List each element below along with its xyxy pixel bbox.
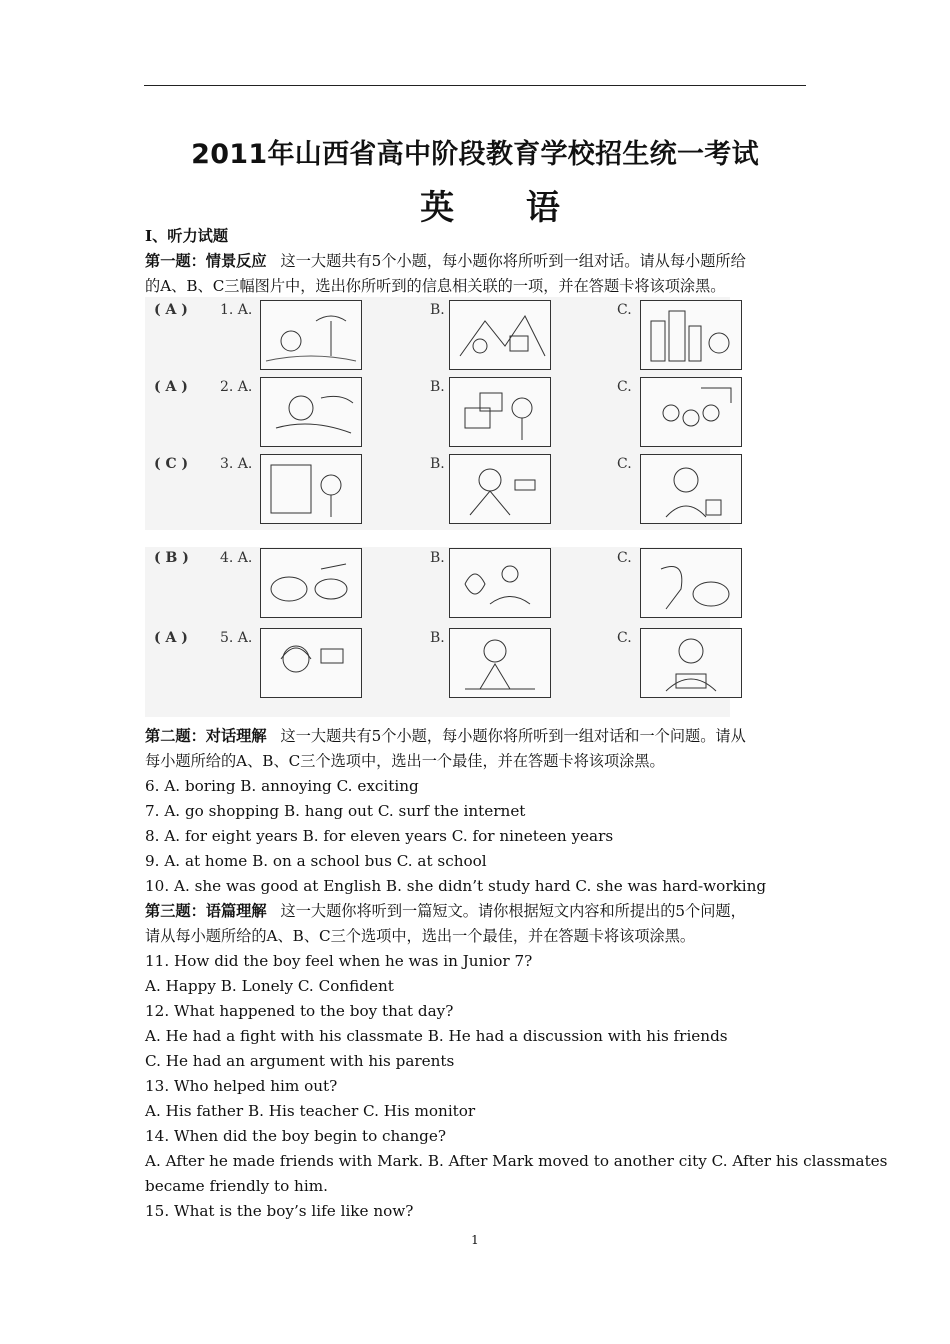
headphones-girl-icon[interactable] [260, 628, 362, 698]
picture-option-label: C. [617, 379, 632, 395]
question-14-options: A. After he made friends with Mark. B. After Mark moved to another city C. After his classmates [145, 1152, 888, 1170]
swimmer-icon[interactable] [260, 377, 362, 447]
part2-label: 第二题：对话理解 [145, 727, 267, 745]
question-13: 13. Who helped him out? [145, 1077, 338, 1095]
chicken-leg-icon[interactable] [640, 548, 742, 618]
city-buildings-icon[interactable] [640, 300, 742, 370]
question-12-options-ab: A. He had a fight with his classmate B. He had a discussion with his friends [145, 1027, 728, 1045]
boy-money-icon[interactable] [449, 454, 551, 524]
question-12-option-c: C. He had an argument with his parents [145, 1052, 455, 1070]
picture-option-label: B. [430, 630, 445, 646]
header-rule [144, 85, 806, 86]
exam-title: 2011年山西省高中阶段教育学校招生统一考试 [191, 139, 759, 170]
part1-label: 第一题：情景反应 [145, 252, 267, 270]
beach-umbrella-icon[interactable] [260, 300, 362, 370]
food-bowl-icon[interactable] [260, 548, 362, 618]
question-13-options: A. His father B. His teacher C. His monitor [145, 1102, 476, 1120]
page-number: 1 [471, 1233, 479, 1247]
hikers-icon[interactable] [640, 377, 742, 447]
subject-title: 英 语 [420, 188, 590, 228]
part3-instruction-1 [145, 899, 746, 924]
part1-instruction-1 [145, 249, 746, 274]
picture-answer-4: ( B ) [154, 550, 189, 566]
part3-instruction-text-1: 这一大题你将听到一篇短文。请你根据短文内容和所提出的5个问题， [280, 902, 746, 920]
question-15: 15. What is the boy’s life like now? [145, 1202, 414, 1220]
mountain-village-icon[interactable] [449, 300, 551, 370]
picture-option-label: 3. A. [220, 456, 253, 472]
picture-option-label: B. [430, 302, 445, 318]
part2-instruction-2: 每小题所给的A、B、C三个选项中，选出一个最佳，并在答题卡将该项涂黑。 [145, 752, 665, 770]
picture-option-label: B. [430, 379, 445, 395]
question-11: 11. How did the boy feel when he was in Junior 7? [145, 952, 533, 970]
phone-call-icon[interactable] [640, 454, 742, 524]
question-9: 9. A. at home B. on a school bus C. at school [145, 852, 487, 870]
picture-option-label: 5. A. [220, 630, 253, 646]
boxes-person-icon[interactable] [449, 377, 551, 447]
picture-option-label: 4. A. [220, 550, 253, 566]
question-7: 7. A. go shopping B. hang out C. surf the internet [145, 802, 526, 820]
picture-option-label: C. [617, 550, 632, 566]
man-reading-icon[interactable] [640, 628, 742, 698]
boy-studying-icon[interactable] [449, 628, 551, 698]
picture-option-label: C. [617, 302, 632, 318]
picture-answer-3: ( C ) [154, 456, 189, 472]
painting-girl-icon[interactable] [260, 454, 362, 524]
question-10: 10. A. she was good at English B. she didn’t study hard C. she was hard-working [145, 877, 767, 895]
part1-instruction-2: 的A、B、C三幅图片中，选出你所听到的信息相关联的一项，并在答题卡将该项涂黑。 [145, 277, 726, 295]
picture-option-label: B. [430, 550, 445, 566]
question-14: 14. When did the boy begin to change? [145, 1127, 447, 1145]
part1-instruction-text-1: 这一大题共有5个小题，每小题你将所听到一组对话。请从每小题所给 [280, 252, 746, 270]
picture-answer-2: ( A ) [154, 379, 188, 395]
part3-label: 第三题：语篇理解 [145, 902, 267, 920]
part3-instruction-2: 请从每小题所给的A、B、C三个选项中，选出一个最佳，并在答题卡将该项涂黑。 [145, 927, 696, 945]
vegetables-fruit-icon[interactable] [449, 548, 551, 618]
picture-option-label: C. [617, 456, 632, 472]
part2-instruction-text-1: 这一大题共有5个小题，每小题你将所听到一组对话和一个问题。请从 [280, 727, 746, 745]
question-12: 12. What happened to the boy that day? [145, 1002, 454, 1020]
section-heading: I、听力试题 [145, 227, 229, 245]
picture-option-label: 1. A. [220, 302, 253, 318]
picture-option-label: B. [430, 456, 445, 472]
question-11-options: A. Happy B. Lonely C. Confident [145, 977, 394, 995]
picture-answer-1: ( A ) [154, 302, 188, 318]
question-14-options-cont: became friendly to him. [145, 1177, 328, 1195]
picture-answer-5: ( A ) [154, 630, 188, 646]
picture-option-label: 2. A. [220, 379, 253, 395]
question-6: 6. A. boring B. annoying C. exciting [145, 777, 419, 795]
part2-instruction-1 [145, 724, 746, 749]
question-8: 8. A. for eight years B. for eleven years C. for nineteen years [145, 827, 614, 845]
picture-option-label: C. [617, 630, 632, 646]
